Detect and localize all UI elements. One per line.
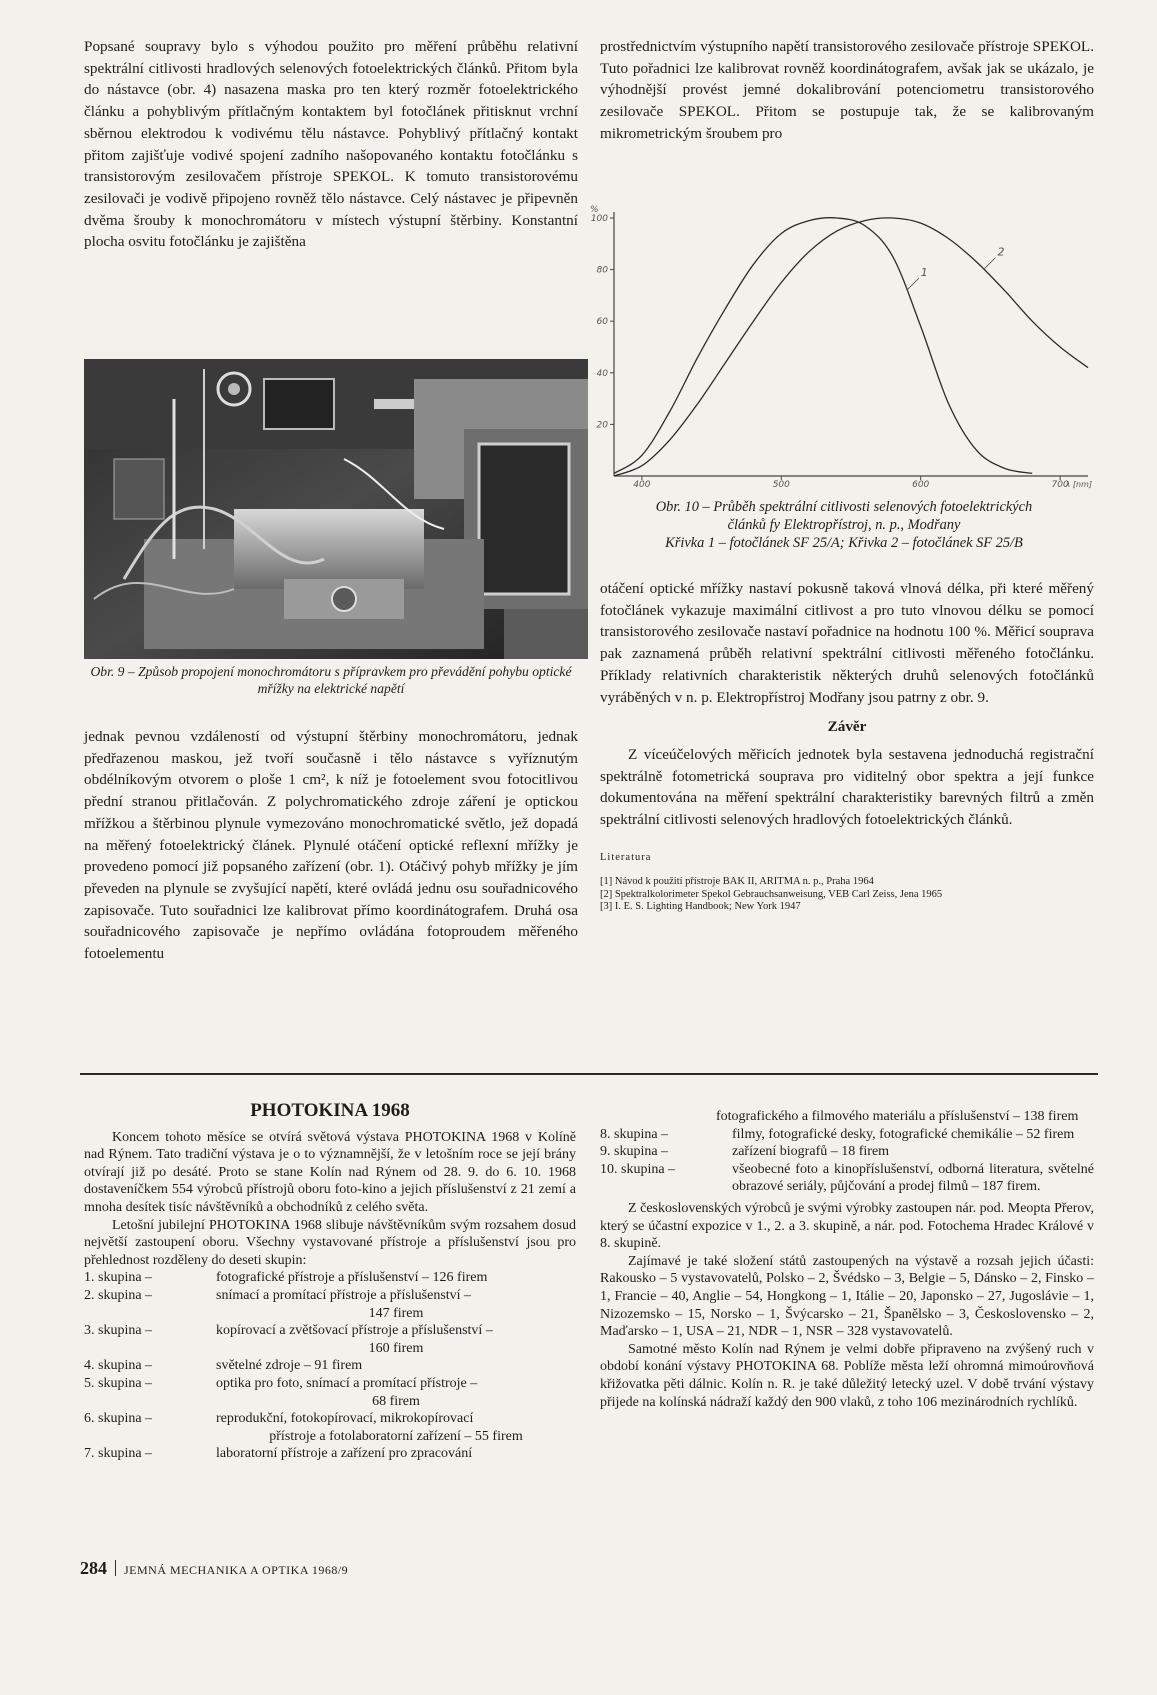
y-unit-label: % — [590, 205, 599, 215]
photokina-paragraph: Letošní jubilejní PHOTOKINA 1968 slibuje návštěvníkům svým rozsahem dosud největší zastoupení oboru. Všechny vystavované přístroje a příslušenství jsou pro přehlednost rozděleny do deseti skupin: — [84, 1217, 576, 1268]
group-description: snímací a promítací přístroje a příslušenství – — [216, 1287, 472, 1303]
photokina-left-column — [84, 1092, 576, 1463]
group-number: 3. skupina – — [84, 1323, 153, 1339]
x-tick-label: 500 — [772, 480, 790, 490]
photokina-right-column — [600, 1108, 1094, 1411]
group-description: kopírovací a zvětšovací přístroje a příslušenství – — [216, 1323, 493, 1339]
lower-right-column — [600, 578, 1094, 914]
group-item — [84, 1410, 576, 1445]
y-tick-label: 100 — [590, 214, 608, 224]
group-text — [216, 1375, 576, 1410]
photokina-paragraph: Z československých výrobců je svými výrobky zastoupen nár. pod. Meopta Přerov, který se účastní expozice v 1., 2. a 3. skupině, a nár. pod. Fotochema Hradec Králové v 8. skupině. — [600, 1200, 1094, 1252]
x-tick-label: 600 — [912, 480, 930, 490]
apparatus-photo — [84, 359, 588, 659]
series-label-2: 2 — [997, 245, 1005, 259]
group-item — [84, 1269, 576, 1287]
chart-svg — [576, 200, 1106, 490]
group-item — [600, 1126, 1094, 1144]
monochromator-photo-image — [84, 359, 588, 659]
top-left-column — [84, 36, 578, 253]
group-number: 2. skupina – — [84, 1287, 153, 1303]
photokina-paragraph: Samotné město Kolín nad Rýnem je velmi dobře připraveno na zvýšený ruch v období konání výstavy PHOTOKINA 68. Poblíže města leží ohromná mimoúrovňová křižovatka pěti dálnic. Kolín n. R. je také důležitý letecký uzel. V době trvání výstavy přijede na kolínská nádraží každý den 900 vlaků, z toho 106 mezinárodních rychlíků. — [600, 1341, 1094, 1410]
group-description: všeobecné foto a kinopříslušenství, odborná literatura, světelné obrazové seriály, půjčování a prodej filmů – 187 firem. — [732, 1161, 1094, 1195]
group-item — [84, 1445, 576, 1463]
page-footer — [80, 1558, 348, 1579]
group-number: 10. skupina – — [600, 1161, 676, 1177]
group-description-continued: 147 firem — [368, 1305, 424, 1321]
group-item — [84, 1322, 576, 1357]
group-text — [216, 1410, 576, 1445]
group-number: 8. skupina – — [600, 1126, 669, 1142]
body-paragraph: jednak pevnou vzdáleností od výstupní štěrbiny monochromátoru, jednak předřazenou maskou, jež tvoří současně i tělo nástavce s vyříznutým obdélníkovým otvorem o ploše 1 cm², k níž je fotoelement svou fotocitlivou přední stranou přitlačován. Z polychromatického zdroje záření je optickou mřížkou a štěrbinou plynule vymezováno monochromatické světlo, jež dopadá na měřený fotoelektrický článek. Plynulé otáčení optické reflexní mřížky je provedeno pomocí již popsaného zařízení (obr. 1). Otáčivý pohyb mřížky je jím převeden na plynule se zvyšující napětí, které ovládá jednu osu souřadnicového zapisovače. Tuto souřadnici lze kalibrovat přímo koordinátografem. Druhá osa souřadnicového zapisovače je nepřímo ovládána fotoproudem měřeného fotoelementu — [84, 728, 578, 963]
group-text — [216, 1445, 576, 1463]
photokina-paragraph: Koncem tohoto měsíce se otvírá světová výstava PHOTOKINA 1968 v Kolíně nad Rýnem. Tato tradiční výstava je o to významnější, že v letošním roce se její brány otvírají již po desáté. Proto se stane Kolín nad Rýnem od 28. 9. do 6. 10. 1968 dostaveníčkem 554 výrobců přístrojů oboru foto-kino a jejich příslušenství z 21 zemí a mnoha desítek tisíc návštěvníků a obchodníků z celého světa. — [84, 1129, 576, 1215]
journal-name: JEMNÁ MECHANIKA A OPTIKA 1968/9 — [124, 1563, 349, 1577]
series-label-leader — [907, 278, 919, 290]
group-item-continuation: fotografického a filmového materiálu a příslušenství – 138 firem — [716, 1109, 1079, 1124]
group-item — [84, 1357, 576, 1375]
figure-10-caption: Obr. 10 – Průběh spektrální citlivosti selenových fotoelektrických článků fy Elektropřístroj, n. p., Modřany Křivka 1 – fotočlánek SF 25/A; Křivka 2 – fotočlánek SF 25/B — [655, 499, 1033, 551]
series-label-leader — [983, 258, 995, 270]
group-text — [216, 1322, 576, 1357]
footer-separator — [115, 1560, 116, 1576]
group-description: zařízení biografů – 18 firem — [732, 1144, 890, 1160]
group-number: 6. skupina – — [84, 1411, 153, 1427]
x-unit-label: λ [nm] — [1065, 480, 1092, 489]
group-number: 5. skupina – — [84, 1375, 153, 1391]
group-description: optika pro foto, snímací a promítací přístroje – — [216, 1375, 478, 1391]
group-description: laboratorní přístroje a zařízení pro zpracování — [216, 1446, 473, 1462]
group-item — [84, 1375, 576, 1410]
photokina-title: PHOTOKINA 1968 — [250, 1100, 410, 1121]
series-label-1: 1 — [920, 266, 928, 280]
group-text — [216, 1287, 576, 1322]
group-number: 9. skupina – — [600, 1144, 669, 1160]
group-number: 1. skupina – — [84, 1270, 153, 1286]
exhibition-groups-list — [84, 1269, 576, 1463]
group-description: reprodukční, fotokopírovací, mikrokopírovací — [216, 1411, 474, 1427]
conclusion-heading: Závěr — [827, 718, 867, 736]
body-paragraph: prostřednictvím výstupního napětí transistorového zesilovače přístroje SPEKOL. Tuto pořadnici lze kalibrovat rovněž koordinátografem, avšak jak se ukázalo, je výhodnější provést jemné dokalibrování potenciometru transistorového zesilovače SPEKOL. Přitom se postupuje tak, že se kalibrovaným mikrometrickým šroubem pro — [600, 38, 1094, 142]
x-tick-label: 700 — [1051, 480, 1069, 490]
group-item — [600, 1143, 1094, 1161]
group-text — [732, 1161, 1094, 1196]
literature-list — [600, 876, 1094, 914]
conclusion-paragraph: Z víceúčelových měřicích jednotek byla sestavena jednoduchá registrační spektrálně fotometrická souprava pro viditelný obor spektra a její funkce dokumentována na měření spektrální charakteristiky barevných filtrů a změn spektrální citlivosti selenových hradlových fotoelektrických článků. — [600, 745, 1094, 829]
group-description-continued: přístroje a fotolaboratorní zařízení – 55 firem — [269, 1428, 523, 1444]
group-number: 4. skupina – — [84, 1358, 153, 1374]
group-text — [732, 1126, 1094, 1144]
reference-item: [2] Spektralkolorimeter Spekol Gebrauchsanweisung, VEB Carl Zeiss, Jena 1965 — [600, 888, 943, 900]
top-right-column — [600, 36, 1094, 145]
group-text — [216, 1269, 576, 1287]
group-description: filmy, fotografické desky, fotografické chemikálie – 52 firem — [732, 1126, 1075, 1142]
y-tick-label: 40 — [596, 368, 608, 379]
group-description-continued: 160 firem — [368, 1340, 424, 1356]
reference-item: [3] I. E. S. Lighting Handbook; New York 1947 — [600, 901, 801, 913]
x-tick-label: 400 — [633, 480, 651, 490]
y-tick-label: 80 — [596, 265, 608, 276]
group-item — [84, 1287, 576, 1322]
literature-heading: Literatura — [600, 851, 652, 863]
group-number: 7. skupina – — [84, 1446, 153, 1462]
group-item — [600, 1161, 1094, 1196]
reference-item: [1] Návod k použití přístroje BAK II, ARITMA n. p., Praha 1964 — [600, 876, 874, 888]
body-paragraph: otáčení optické mřížky nastaví pokusně taková vlnová délka, při které měřený fotočlánek vykazuje maximální citlivost a pro tuto vlnovou délku se pomocí transistorového zesilovače nastaví pořadnice na hodnotu 100 %. Měřicí souprava pak zaznamená průběh relativní spektrální citlivosti měřeného fotočlánku. Příklady relativních charakteristik některých druhů selenových fotočlánků vyráběných v n. p. Elektropřístroj Modřany jsou patrny z obr. 9. — [600, 580, 1094, 706]
group-text — [732, 1143, 1094, 1161]
body-paragraph: Popsané soupravy bylo s výhodou použito pro měření průběhu relativní spektrální citlivosti hradlových selenových fotoelektrických článků. Přitom byla do nástavce (obr. 4) nasazena maska pro ten který rozměr fotoelektrického článku a pohyblivým přítlačným kontaktem byl fotočlánek přitisknut vrchní sběrnou elektrodou k vodivému tělu nástavce. Pohyblivý přítlačný kontakt přitom zajišťuje vodivé spojení zadního našopovaného kontaktu fotočlánku s transistorovým zesilovačem přístroje SPEKOL. K tomuto transistorovému zesilovači je vodivě připojeno rovněž tělo nástavce. Celý nástavec je připevněn dvěma šrouby k monochromátoru v místech výstupní štěrbiny. Konstantní plocha osvitu fotočlánku je zajištěna — [84, 38, 578, 251]
exhibition-groups-list — [600, 1126, 1094, 1196]
figure-9-caption: Obr. 9 – Způsob propojení monochromátoru s přípravkem pro převádění pohybu optické mřížky na elektrické napětí — [90, 664, 572, 696]
photokina-paragraph: Zajímavé je také složení států zastoupených na výstavě a rozsah jejich účasti: Rakousko – 5 vystavovatelů, Polsko – 2, Švédsko – 3, Belgie – 5, Dánsko – 2, Finsko – 1, Francie – 40, Anglie – 54, Hongkong – 1, Itálie – 20, Japonsko – 27, Jugoslávie – 1, Nizozemsko – 15, Norsko – 1, Švýcarsko – 21, Španělsko – 3, Československo – 2, Maďarsko – 1, USA – 21, NDR – 1, NSR – 328 vystavovatelů. — [600, 1253, 1094, 1340]
group-description: světelné zdroje – 91 firem — [216, 1358, 363, 1374]
spectral-sensitivity-chart — [576, 200, 1106, 490]
group-text — [216, 1357, 576, 1375]
series-line-2 — [614, 218, 1088, 476]
y-tick-label: 60 — [596, 317, 608, 328]
group-description: fotografické přístroje a příslušenství – 126 firem — [216, 1270, 488, 1286]
page-number: 284 — [80, 1558, 107, 1578]
lower-left-column — [84, 726, 578, 965]
group-description-continued: 68 firem — [372, 1393, 420, 1409]
section-divider — [80, 1073, 1098, 1075]
y-tick-label: 20 — [596, 420, 608, 431]
